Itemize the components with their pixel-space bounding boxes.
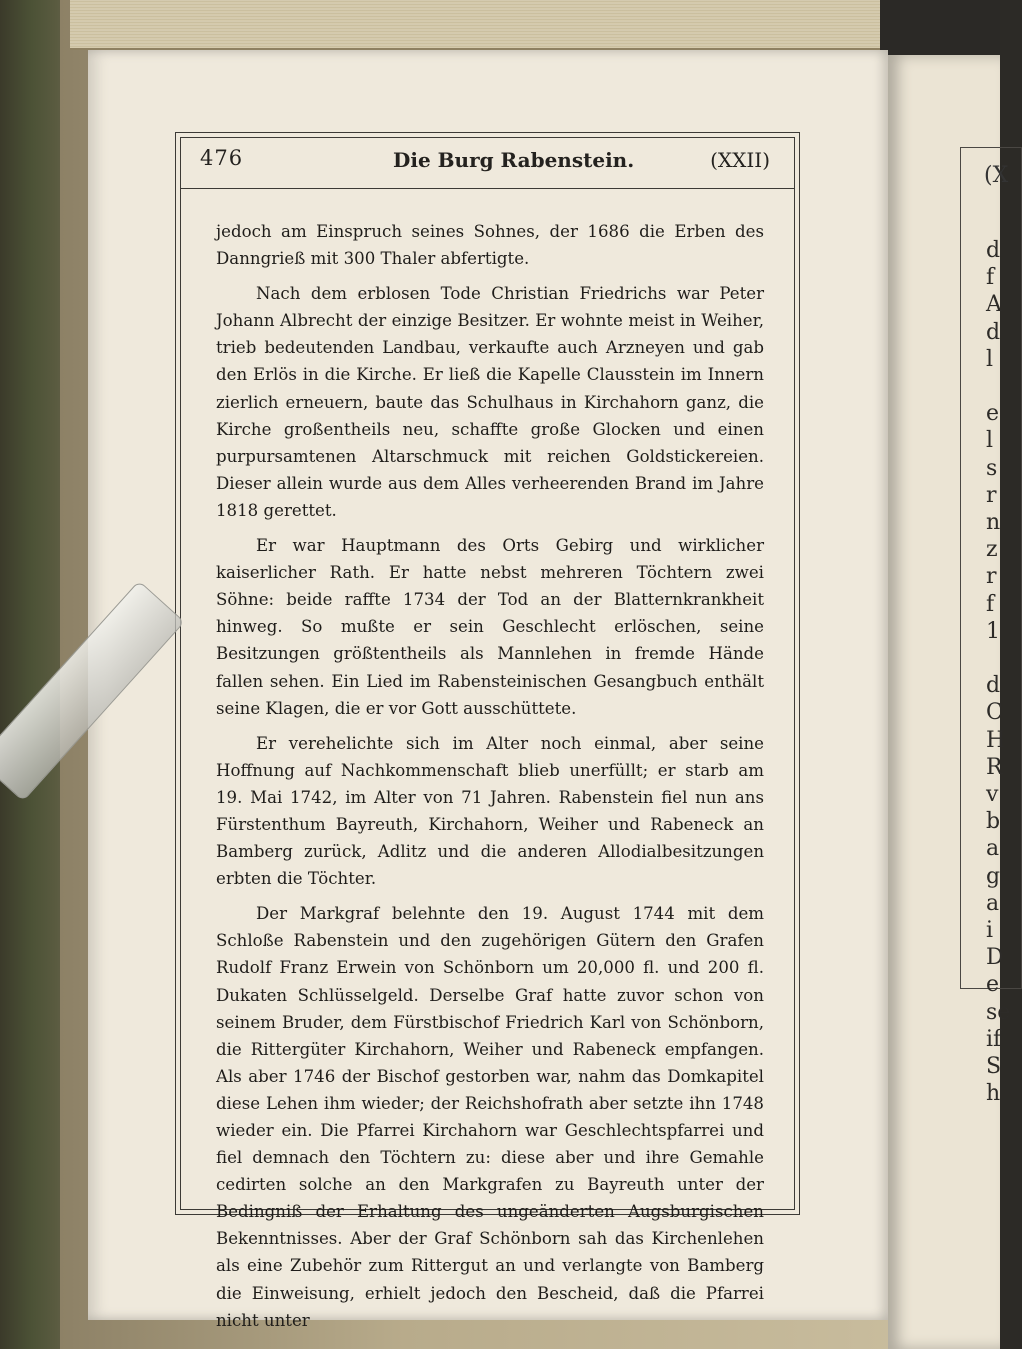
page-edges-top xyxy=(70,0,910,50)
paragraph: jedoch am Einspruch seines Sohnes, der 1686 die Erben des Danngrieß mit 300 Thaler abfertigte. xyxy=(216,222,764,269)
facing-page-fragment: D xyxy=(986,945,1004,971)
facing-page-fragment: f xyxy=(986,265,995,291)
facing-page-fragment: R xyxy=(986,754,1003,780)
facing-page-fragment: l xyxy=(986,346,994,372)
facing-page-fragment: n xyxy=(986,510,1001,535)
facing-page-fragment: b xyxy=(986,809,1001,835)
facing-page-fragment: if xyxy=(986,1026,1002,1052)
facing-page xyxy=(888,55,1011,1349)
facing-page-fragment: 1 xyxy=(986,618,1000,644)
facing-page-fragment: A xyxy=(986,292,1002,318)
facing-page-fragment: h xyxy=(986,1081,1001,1107)
facing-page-fragment: s xyxy=(986,455,998,481)
facing-page-fragment: se xyxy=(986,999,1011,1025)
facing-page-fragment: v xyxy=(986,782,999,807)
facing-page-header: (X xyxy=(984,163,1009,188)
book-page xyxy=(88,50,888,1330)
facing-page-fragment: l xyxy=(986,428,994,454)
facing-page-fragment: f xyxy=(986,591,995,617)
running-title: Die Burg Rabenstein. xyxy=(393,148,635,172)
facing-page-fragment: S xyxy=(986,1054,1002,1079)
facing-page-fragment: a xyxy=(986,890,1000,916)
facing-page-fragment: C xyxy=(986,700,1003,726)
facing-page-fragment: z xyxy=(986,537,998,563)
facing-page-fragment: d xyxy=(986,319,1001,345)
page-number: 476 xyxy=(200,146,244,170)
body-text xyxy=(216,218,764,1342)
paragraph: Er verehelichte sich im Alter noch einmal, aber seine Hoffnung auf Nachkommenschaft blieb unerfüllt; er starb am 19. Mai 1742, im Alter von 71 Jahren. Rabenstein fiel nun ans Fürstenthum Bayreuth, Kirchahorn, Weiher und Rabeneck an Bamberg zurück, Adlitz und die anderen Allodialbesitzungen erbten die Töchter. xyxy=(216,733,764,889)
facing-page-fragment: i xyxy=(986,918,994,943)
paragraph: Der Markgraf belehnte den 19. August 1744 mit dem Schloße Rabenstein und den zugehörigen Gütern den Grafen Rudolf Franz Erwein von Schönborn um 20,000 fl. und 200 fl. Dukaten Schlüsselgeld. Derselbe Graf hatte zuvor schon von seinem Bruder, dem Fürstbischof Friedrich Karl von Schönborn, die Rittergüter Kirchahorn, Weiher und Rabeneck empfangen. Als aber 1746 der Bischof gestorben war, nahm das Domkapitel diese Lehen ihm wieder; der Reichshofrath aber setzte ihn 1748 wieder ein. Die Pfarrei Kirchahorn war Geschlechtspfarrei und fiel demnach den Töchtern zu: diese aber und ihre Gemahle cedirten solche an den Markgrafen zu Bayreuth unter der Bedingniß der Erhaltung des ungeänderten Augsburgischen Bekenntnisses. Aber der Graf Schönborn sah das Kirchenlehen als eine Zubehör zum Rittergut an und verlangte von Bamberg die Einweisung, erhielt jedoch den Bescheid, daß die Pfarrei nicht unter xyxy=(216,904,764,1330)
facing-page-fragment: d xyxy=(986,673,1001,699)
facing-page-fragment: e xyxy=(986,401,1000,427)
facing-page-fragment: r xyxy=(986,564,997,590)
facing-page-fragment: a xyxy=(986,836,1000,862)
facing-page-fragment: g xyxy=(986,863,1001,889)
paragraph: Nach dem erblosen Tode Christian Friedrichs war Peter Johann Albrecht der einzige Besitzer. Er wohnte meist in Weiher, trieb bedeutenden Landbau, verkaufte auch Arzneyen und gab den Erlös in die Kirche. Er ließ die Kapelle Clausstein im Innern zierlich erneuern, baute das Schulhaus in Kirchahorn ganz, die Kirche großentheils neu, schaffte große Glocken und einen purpursamtenen Altarschmuck mit reichen Goldstickereien. Dieser allein wurde aus dem Alles verheerenden Brand im Jahre 1818 gerettet. xyxy=(216,284,764,520)
facing-page-fragment: e xyxy=(986,972,1000,998)
chapter-number: (XXII) xyxy=(710,148,770,172)
facing-page-fragment: d xyxy=(986,238,1001,263)
facing-page-fragment: H xyxy=(986,727,1006,753)
facing-page-fragment: r xyxy=(986,482,997,508)
page-header xyxy=(200,146,770,178)
header-rule xyxy=(180,188,795,189)
paragraph: Er war Hauptmann des Orts Gebirg und wirklicher kaiserlicher Rath. Er hatte nebst mehreren Töchtern zwei Söhne: beide raffte 1734 der Tod an der Blatternkrankheit hinweg. So mußte er sein Geschlecht erlöschen, seine Besitzungen größtentheils als Mannlehen in fremde Hände fallen sehen. Ein Lied im Rabensteinischen Gesangbuch enthält seine Klagen, die er vor Gott ausschüttete. xyxy=(216,536,764,718)
